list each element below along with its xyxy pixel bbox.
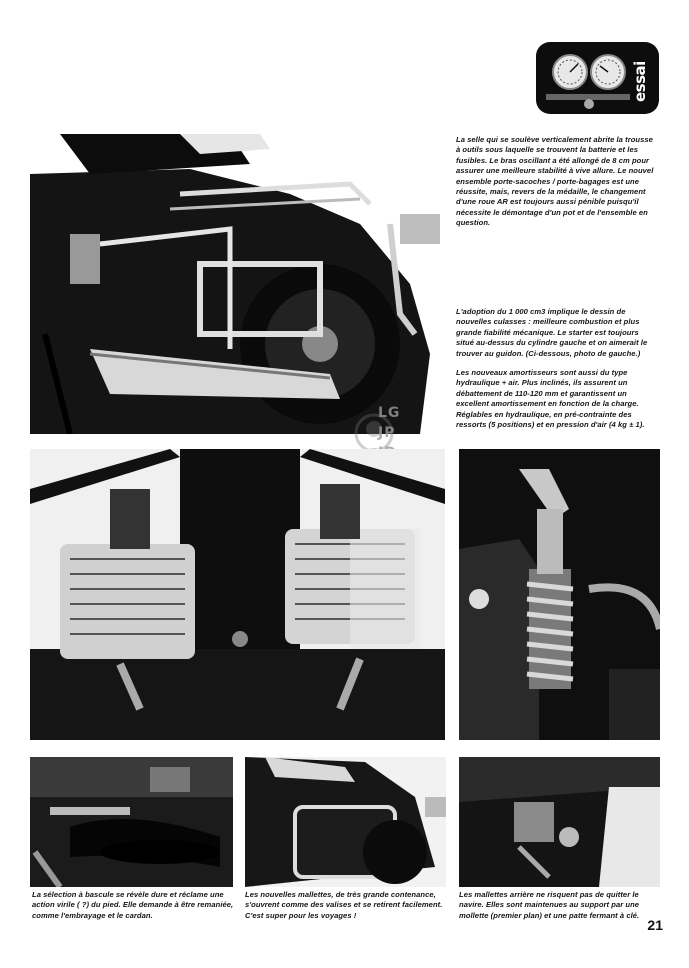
caption-seat-toolkit [456, 135, 654, 238]
photo-side-cases [245, 757, 446, 887]
caption-case-mount-text: Les mallettes arrière ne risquent pas de quitter le navire. Elles sont maintenues au support par une mollette (premier plan) et une patte fermant à clé. [459, 890, 640, 920]
photo-engine-cylinders [30, 449, 445, 740]
caption-side-cases [245, 890, 448, 930]
caption-case-mount [459, 890, 662, 930]
caption-shocks-text: Les nouveaux amortisseurs sont aussi du type hydraulique + air. Plus inclinés, ils assurent un débattement de 110-120 mm et garantissent un excellent amortissement en fonction de la charge. Réglables en hydraulique, en pré-contrainte des ressorts (5 positions) et en pression d'air (4 kg ± 1). [456, 368, 645, 430]
caption-side-cases-text: Les nouvelles mallettes, de très grande contenance, s'ouvrent comme des valises et se retirent facilement. C'est super pour les voyages ! [245, 890, 443, 920]
photo-case-mount [459, 757, 660, 887]
photo-gear-selector [30, 757, 233, 887]
caption-gear-selector-text: La sélection à bascule se révèle dure et réclame une action virile ( ?) du pied. Elle demande à être remaniée, comme l'embrayage et le cardan. [32, 890, 234, 920]
logo-label: essai [631, 61, 649, 103]
page-number: 21 [647, 917, 663, 933]
caption-seat-toolkit-text: La selle qui se soulève verticalement abrite la trousse à outils sous laquelle se trouvent la batterie et les fusibles. Le bras oscillant a été allongé de 8 cm pour assurer une meilleure stabilité à vive allure. Le nouvel ensemble porte-sacoches / porte-bagages est une réussite, mais, revers de la médaille, le changement d'une roue AR est toujours aussi pénible puisqu'il nécessite le démontage d'un pot et de l'ensemble en question. [456, 135, 654, 228]
caption-gear-selector [32, 890, 235, 930]
photo-shock-absorber [459, 449, 660, 740]
photo-rear-rack [30, 134, 440, 434]
watermark-line-1: LG [378, 405, 401, 421]
instrument-cluster-icon [536, 42, 636, 114]
watermark-line-2: JP [378, 425, 396, 441]
essai-logo [536, 42, 659, 114]
caption-engine-text: L'adoption du 1 000 cm3 implique le dessin de nouvelles culasses : meilleure combustion et plus grande fiabilité mécanique. Le starter est toujours situé au-dessus du cylindre gauche et on aimerait le trouver au guidon. (Ci-dessous, photo de gauche.) [456, 307, 648, 358]
caption-engine-shocks [456, 307, 654, 439]
